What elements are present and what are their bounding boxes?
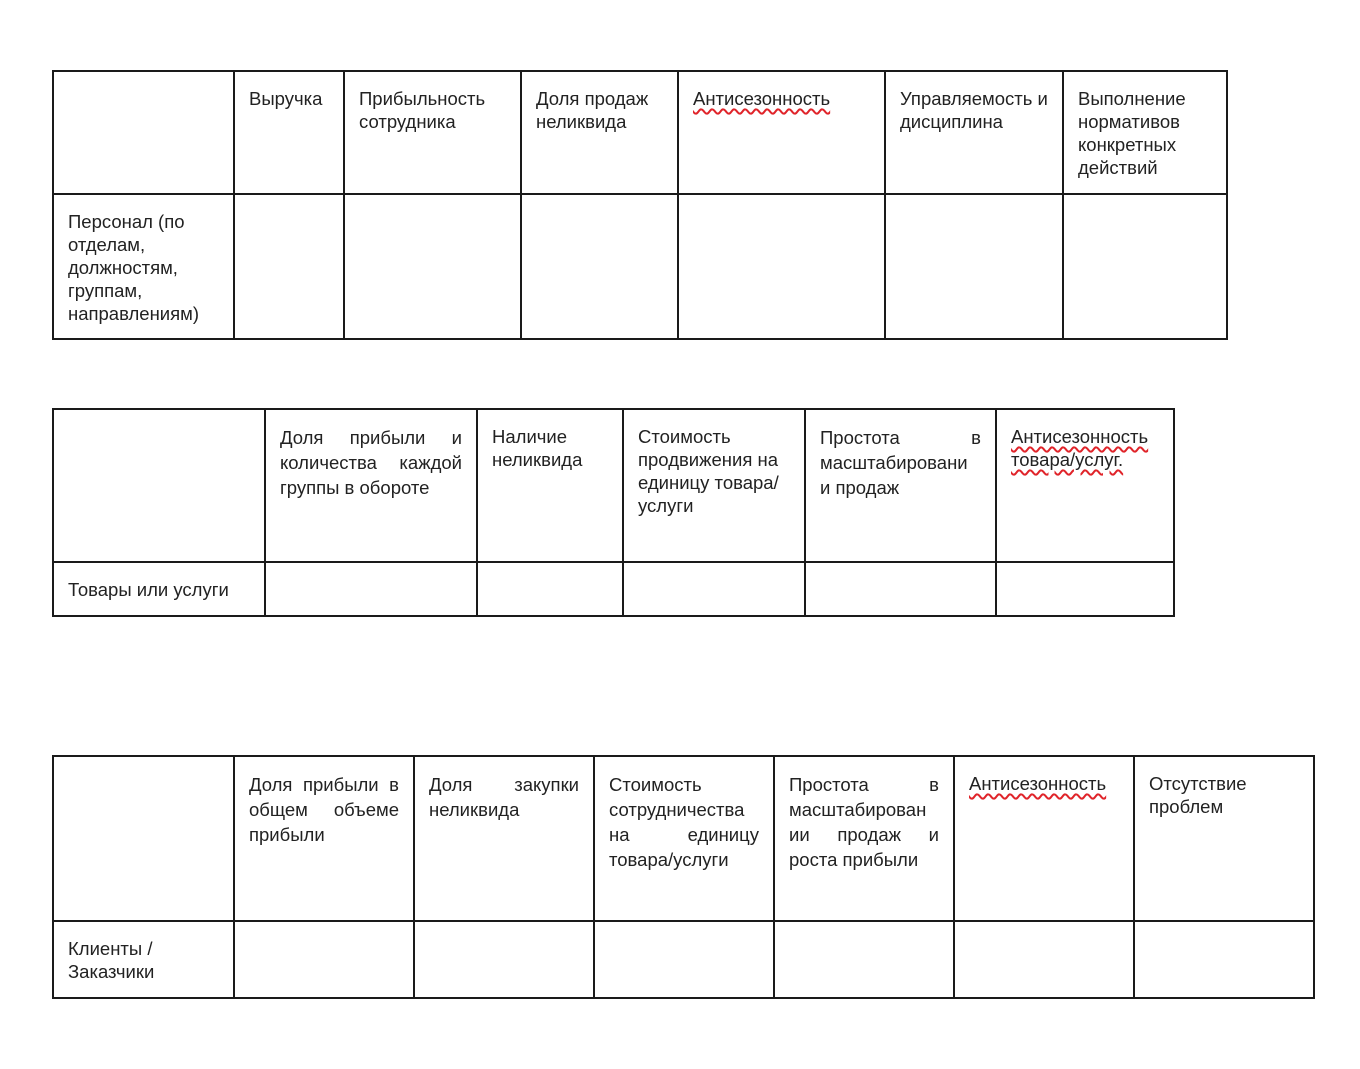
header-cell-anti-seasonality-clients[interactable]: [954, 756, 1134, 921]
table-row: [53, 562, 1174, 616]
table-cell[interactable]: [414, 921, 594, 998]
table-cell[interactable]: [678, 194, 885, 339]
header-cell-profit-share[interactable]: Доля прибыли в общем объеме прибыли: [234, 756, 414, 921]
table-cell[interactable]: [234, 921, 414, 998]
table-cell[interactable]: [594, 921, 774, 998]
table-cell[interactable]: [521, 194, 678, 339]
header-cell-norms-fulfillment[interactable]: Выполнение нормативов конкретных действий: [1063, 71, 1227, 194]
spellcheck-word: Антисезонность: [693, 88, 831, 109]
header-cell-empty[interactable]: [53, 409, 265, 562]
table-cell[interactable]: [1134, 921, 1314, 998]
table-cell[interactable]: [805, 562, 996, 616]
table-cell[interactable]: [344, 194, 521, 339]
table-cell[interactable]: [1063, 194, 1227, 339]
table-row: [53, 921, 1314, 998]
header-cell-illiquid-purchase[interactable]: Доля закупки неликвида: [414, 756, 594, 921]
table-header-row: [53, 409, 1174, 562]
header-cell-profit-share-per-group[interactable]: Доля прибыли и количества каждой группы в обороте: [265, 409, 477, 562]
header-cell-promotion-cost[interactable]: Стоимость продвижения на единицу товара/услуги: [623, 409, 805, 562]
table-cell[interactable]: [623, 562, 805, 616]
table-header-row: [53, 71, 1227, 194]
header-cell-illiquid-sales-share[interactable]: Доля продаж неликвида: [521, 71, 678, 194]
clients-table: [52, 755, 1315, 999]
header-cell-empty[interactable]: [53, 71, 234, 194]
header-cell-illiquid-presence[interactable]: Наличие неликвида: [477, 409, 623, 562]
personnel-table: [52, 70, 1228, 340]
table-cell[interactable]: [234, 194, 344, 339]
header-cell-manageability[interactable]: Управляемость и дисциплина: [885, 71, 1063, 194]
row-label-goods[interactable]: Товары или услуги: [53, 562, 265, 616]
header-cell-scalability[interactable]: Простота в масштабировани и продаж: [805, 409, 996, 562]
table-header-row: [53, 756, 1314, 921]
header-cell-revenue[interactable]: Выручка: [234, 71, 344, 194]
header-cell-cooperation-cost[interactable]: Стоимость сотрудничества на единицу товара/услуги: [594, 756, 774, 921]
header-cell-empty[interactable]: [53, 756, 234, 921]
table-cell[interactable]: [265, 562, 477, 616]
spellcheck-word: Антисезонность: [969, 773, 1107, 794]
table-row: [53, 194, 1227, 339]
table-cell[interactable]: [477, 562, 623, 616]
goods-table: [52, 408, 1175, 617]
header-cell-anti-seasonality[interactable]: [678, 71, 885, 194]
table-cell[interactable]: [954, 921, 1134, 998]
spellcheck-word: Антисезонность товара/услуг.: [1011, 426, 1149, 470]
header-cell-no-problems[interactable]: Отсутствие проблем: [1134, 756, 1314, 921]
header-cell-scalability-clients[interactable]: Простота в масштабирован ии продаж и роста прибыли: [774, 756, 954, 921]
header-cell-anti-seasonality-goods[interactable]: [996, 409, 1174, 562]
table-cell[interactable]: [774, 921, 954, 998]
header-cell-employee-profitability[interactable]: Прибыльность сотрудника: [344, 71, 521, 194]
table-cell[interactable]: [996, 562, 1174, 616]
row-label-personnel[interactable]: Персонал (по отделам, должностям, группам, направлениям): [53, 194, 234, 339]
row-label-clients[interactable]: Клиенты / Заказчики: [53, 921, 234, 998]
table-cell[interactable]: [885, 194, 1063, 339]
